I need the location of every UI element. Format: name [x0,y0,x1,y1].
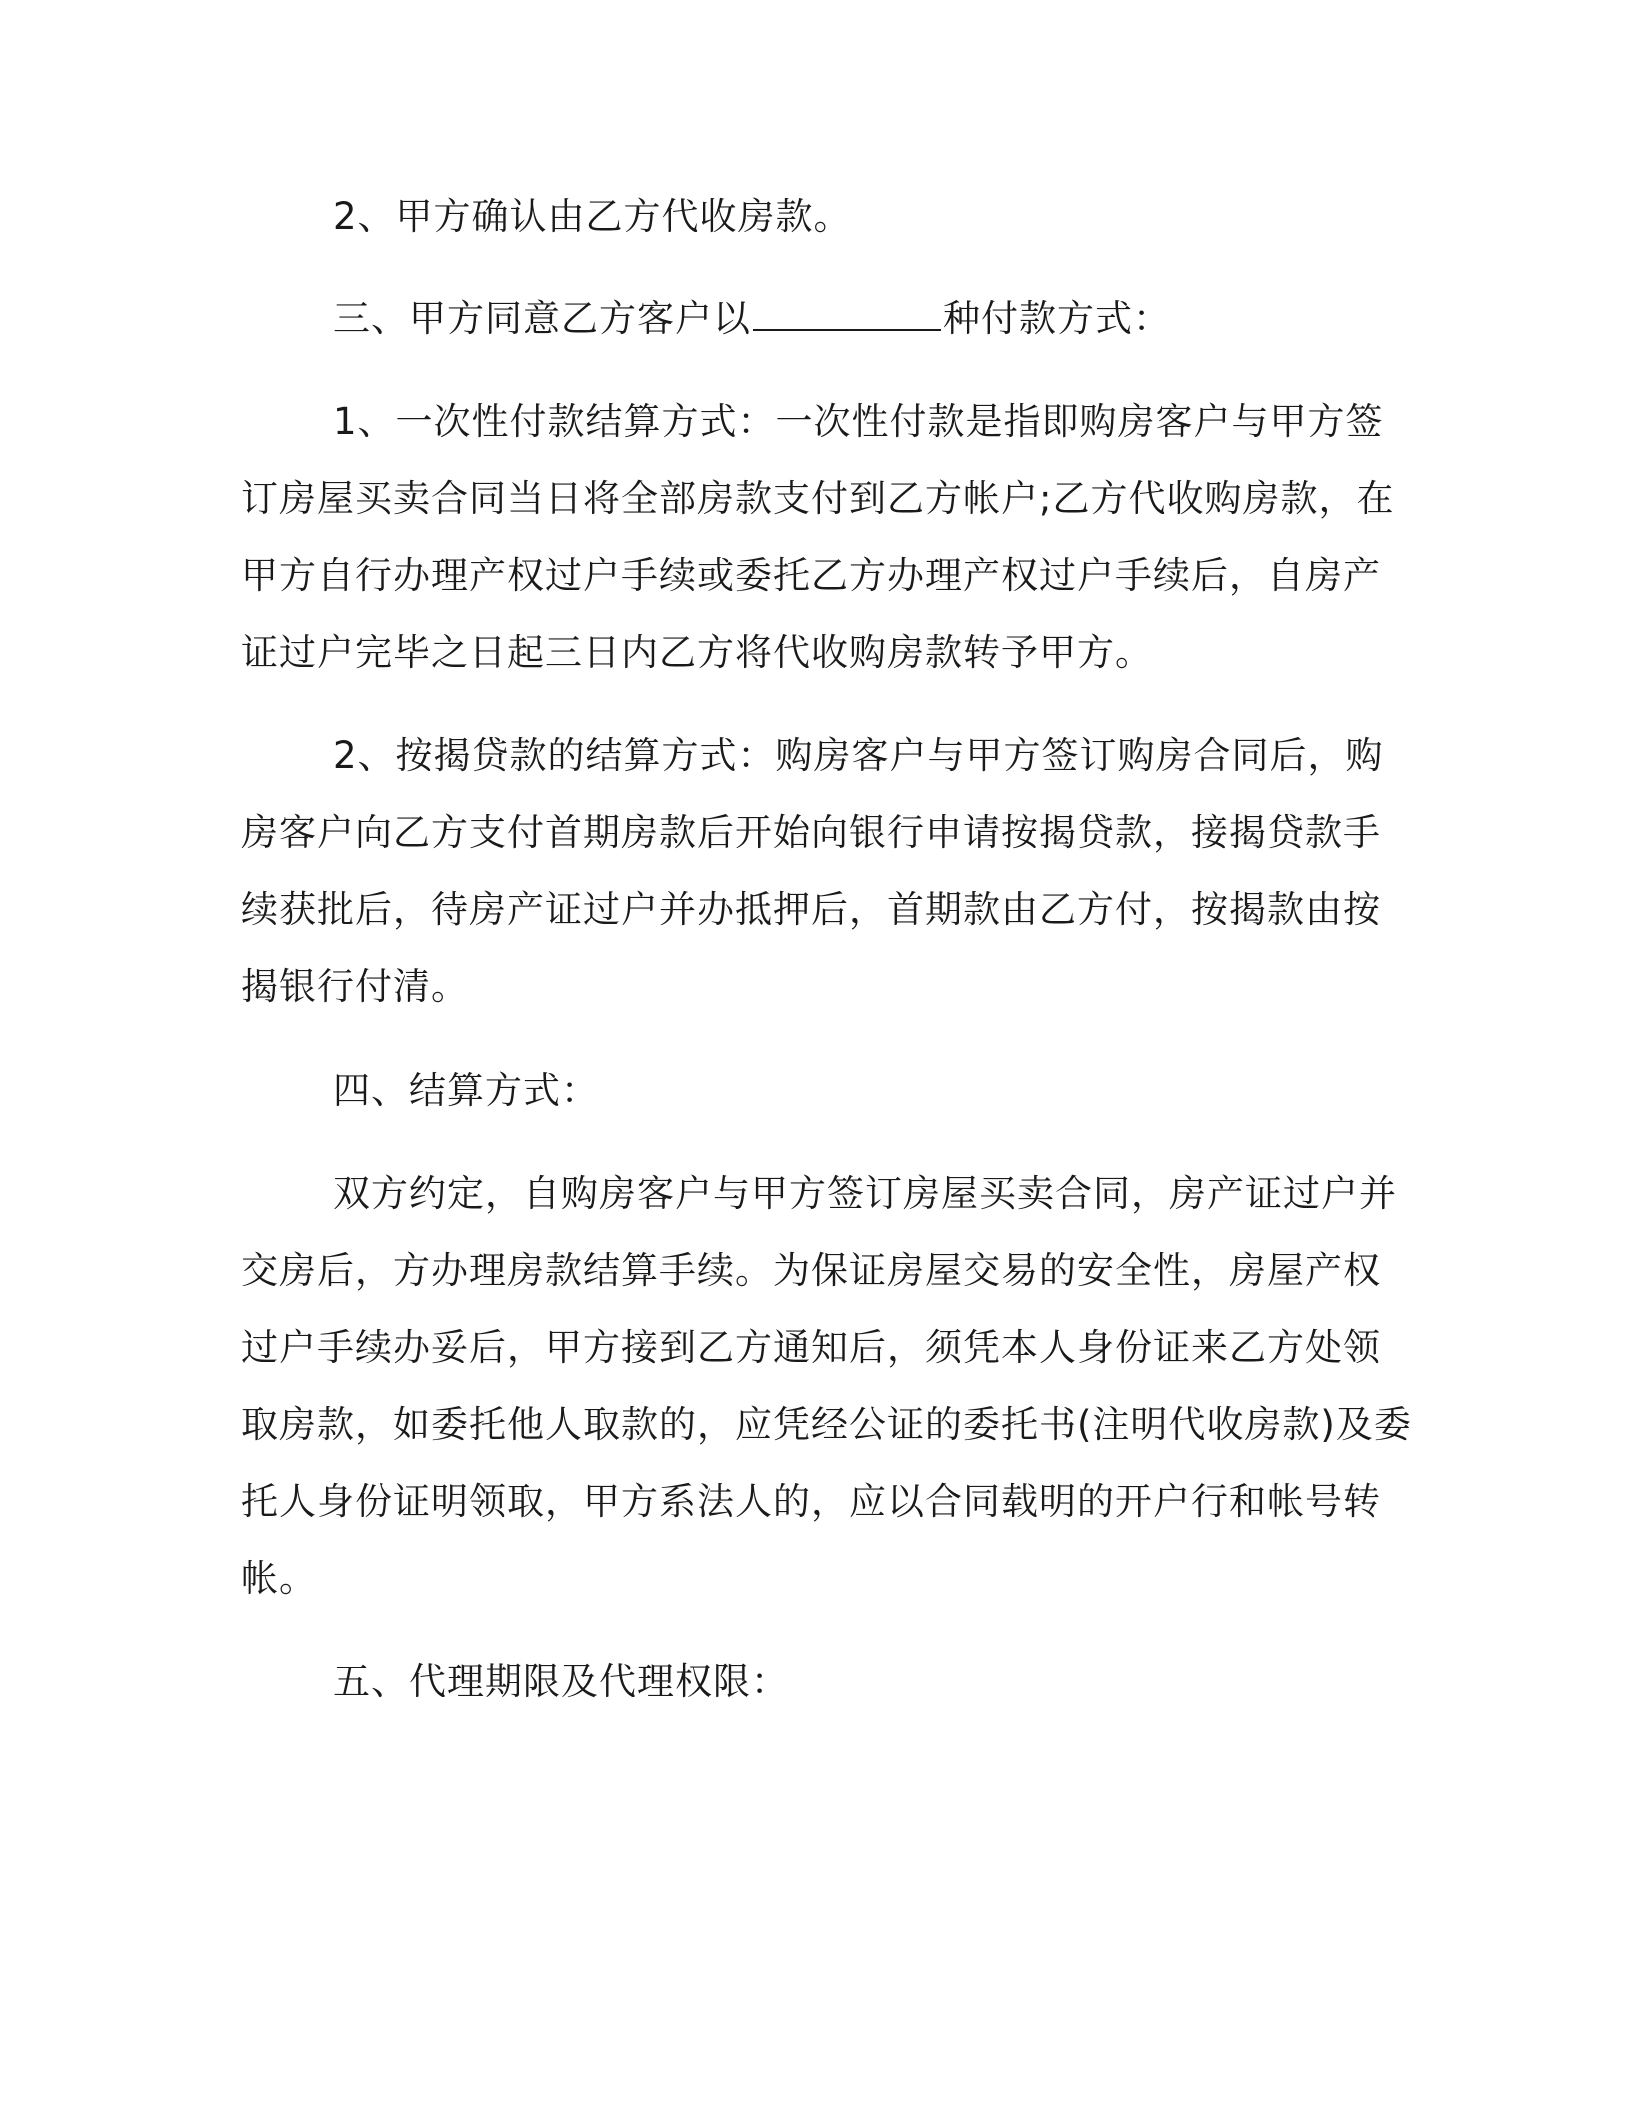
paragraph-mortgage-payment [241,717,1391,1025]
text-after-blank: 种付款方式： [943,297,1171,340]
text-line: 1、一次性付款结算方式：一次性付款是指即购房客户与甲方签 [333,400,1384,443]
text-line: 2、甲方确认由乙方代收房款。 [333,195,852,238]
text-line: 房客户向乙方支付首期房款后开始向银行申请按揭贷款，接揭贷款手 [241,811,1381,854]
section-heading-agency-term [241,1643,1391,1720]
text-line: 帐。 [241,1557,317,1600]
text-line: 续获批后，待房产证过户并办抵押后，首期款由乙方付，按揭款由按 [241,888,1381,931]
paragraph-lump-sum-payment [241,383,1395,691]
text-line: 揭银行付清。 [241,965,469,1008]
fill-in-blank [753,299,941,331]
text-line: 取房款，如委托他人取款的，应凭经公证的委托书(注明代收房款)及委 [241,1403,1412,1446]
text-line: 四、结算方式： [333,1069,599,1112]
text-before-blank: 三、甲方同意乙方客户以 [333,297,751,340]
paragraph-payment-collection [241,178,1391,255]
text-line: 托人身份证明领取，甲方系法人的，应以合同载明的开户行和帐号转 [241,1480,1381,1523]
text-line: 2、按揭贷款的结算方式：购房客户与甲方签订购房合同后，购 [333,734,1384,777]
text-line: 双方约定，自购房客户与甲方签订房屋买卖合同，房产证过户并 [333,1172,1397,1215]
paragraph-settlement-terms [241,1155,1412,1617]
text-line: 过户手续办妥后，甲方接到乙方通知后，须凭本人身份证来乙方处领 [241,1326,1381,1369]
text-line: 证过户完毕之日起三日内乙方将代收购房款转予甲方。 [241,631,1153,674]
text-line [241,280,1391,357]
text-line: 甲方自行办理产权过户手续或委托乙方办理产权过户手续后，自房产 [241,554,1381,597]
section-heading-settlement [241,1052,1391,1129]
text-line: 订房屋买卖合同当日将全部房款支付到乙方帐户;乙方代收购房款，在 [241,477,1395,520]
text-line: 五、代理期限及代理权限： [333,1660,789,1703]
paragraph-payment-methods [241,280,1391,357]
text-line: 交房后，方办理房款结算手续。为保证房屋交易的安全性，房屋产权 [241,1249,1381,1292]
